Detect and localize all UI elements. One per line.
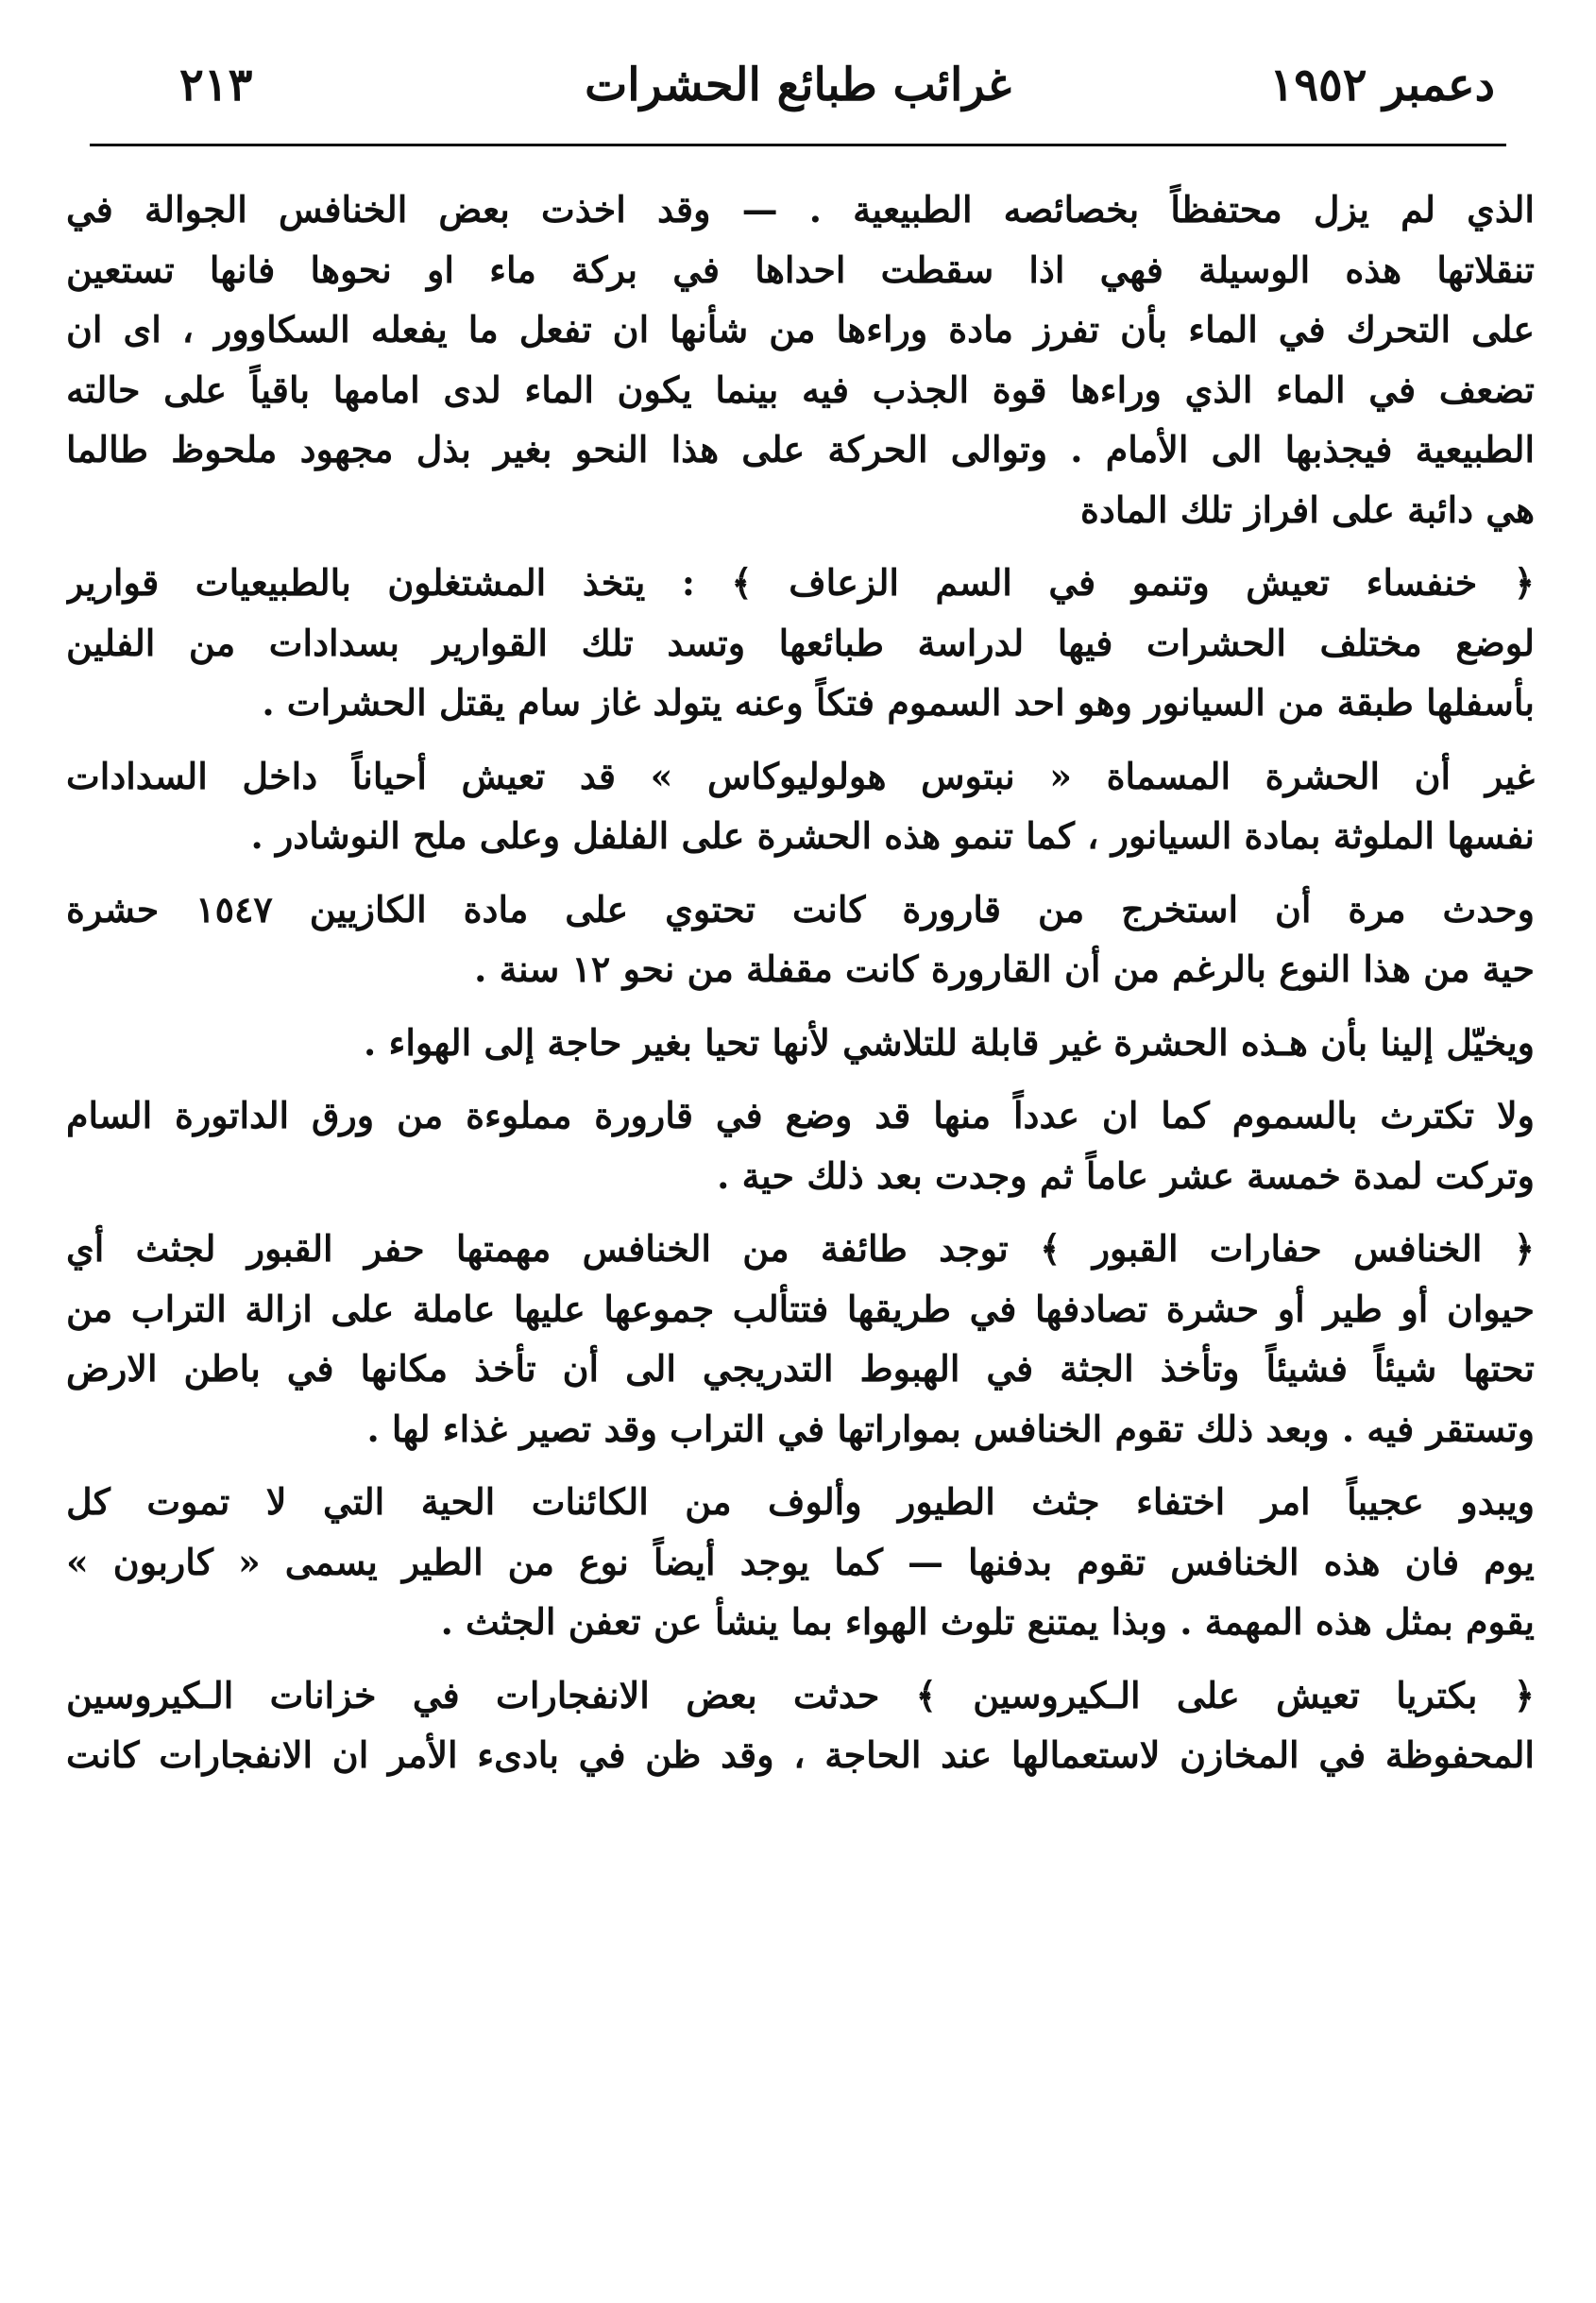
text-line: حية من هذا النوع بالرغم من أن القارورة كانت مقفلة من نحو ١٢ سنة . bbox=[474, 947, 1535, 990]
text-line: نفسها الملوثة بمادة السيانور ، كما تنمو هذه الحشرة على الفلفل وعلى ملح النوشادر . bbox=[250, 814, 1535, 857]
paragraph bbox=[66, 179, 1535, 539]
text-line: وحدث مرة أن استخرج من قارورة كانت تحتوي على مادة الكازيين ١٥٤٧ حشرة bbox=[66, 887, 1535, 930]
header-date: دعمبر ١٩٥٢ bbox=[1269, 59, 1495, 111]
text-line: تحتها شيئاً فشيئاً وتأخذ الجثة في الهبوط التدريجي الى أن تأخذ مكانها في باطن الارض bbox=[66, 1347, 1535, 1390]
text-line: ﴿ خنفساء تعيش وتنمو في السم الزعاف ﴾ : يتخذ المشتغلون بالطبيعيات قوارير bbox=[66, 561, 1535, 604]
paragraph bbox=[66, 1472, 1535, 1652]
paragraph bbox=[66, 879, 1535, 999]
text-line: ولا تكترث بالسموم كما ان عدداً منها قد وضع في قارورة مملوءة من ورق الداتورة السام bbox=[66, 1094, 1535, 1136]
running-header bbox=[90, 59, 1506, 125]
text-line: غير أن الحشرة المسماة « نبتوس هولوليوكاس » قد تعيش أحياناً داخل السدادات bbox=[66, 754, 1535, 797]
paragraph bbox=[66, 1085, 1535, 1205]
text-line: لوضع مختلف الحشرات فيها لدراسة طبائعها وتسد تلك القوارير بسدادات من الفلين bbox=[66, 621, 1535, 664]
paragraph-poison-beetle bbox=[66, 553, 1535, 733]
text-line: ويخيّل إلينا بأن هـذه الحشرة غير قابلة للتلاشي لأنها تحيا بغير حاجة إلى الهواء . bbox=[364, 1020, 1535, 1064]
text-line: على التحرك في الماء بأن تفرز مادة وراءها من شأنها ان تفعل ما يفعله السكاوور ، اى ان bbox=[66, 308, 1535, 350]
text-line: بأسفلها طبقة من السيانور وهو احد السموم فتكاً وعنه يتولد غاز سام يقتل الحشرات . bbox=[262, 681, 1535, 724]
paragraph-burying-beetles bbox=[66, 1219, 1535, 1459]
text-line: ﴿ بكتريا تعيش على الـكيروسين ﴾ حدثت بعض الانفجارات في خزانات الـكيروسين bbox=[66, 1673, 1535, 1716]
header-title: غرائب طبائع الحشرات bbox=[585, 59, 1011, 111]
text-line: المحفوظة في المخازن لاستعمالها عند الحاجة ، وقد ظن في بادىء الأمر ان الانفجارات كانت bbox=[66, 1733, 1535, 1776]
text-line: الذي لم يزل محتفظاً بخصائصه الطبيعية . — وقد اخذت بعض الخنافس الجوالة في bbox=[66, 188, 1535, 230]
text-line: تنقلاتها هذه الوسيلة فهي اذا سقطت احداها في بركة ماء او نحوها فانها تستعين bbox=[66, 247, 1535, 291]
text-line: يقوم بمثل هذه المهمة . وبذا يمتنع تلوث الهواء بما ينشأ عن تعفن الجثث . bbox=[440, 1600, 1535, 1643]
text-line: يوم فان هذه الخنافس تقوم بدفنها — كما يوجد أيضاً نوع من الطير يسمى « كاربون » bbox=[66, 1540, 1535, 1583]
text-line: ﴿ الخنافس حفارات القبور ﴾ توجد طائفة من الخنافس مهمتها حفر القبور لجثث أي bbox=[66, 1227, 1535, 1270]
paragraph-kerosene-bacteria bbox=[66, 1665, 1535, 1785]
text-line: وتركت لمدة خمسة عشر عاماً ثم وجدت بعد ذلك حية . bbox=[717, 1153, 1535, 1197]
header-rule bbox=[90, 144, 1506, 146]
text-line: حيوان أو طير أو حشرة تصادفها في طريقها فتتألب جموعها عليها عاملة على ازالة التراب من bbox=[66, 1287, 1535, 1330]
text-line: الطبيعية فيجذبها الى الأمام . وتوالى الحركة على هذا النحو بغير بذل مجهود ملحوظ طالما bbox=[66, 428, 1535, 470]
text-line: وتستقر فيه . وبعد ذلك تقوم الخنافس بمواراتها في التراب وقد تصير غذاء لها . bbox=[366, 1407, 1535, 1450]
page-number: ٢١٣ bbox=[179, 59, 253, 111]
article-body bbox=[66, 179, 1535, 1799]
paragraph bbox=[66, 746, 1535, 866]
text-line: تضعف في الماء الذي وراءها قوة الجذب فيه بينما يكون الماء لدى امامها باقياً على حالته bbox=[66, 367, 1535, 411]
text-line: هي دائبة على افراز تلك المادة bbox=[1080, 487, 1535, 531]
text-line: ويبدو عجيباً امر اختفاء جثث الطيور وألوف من الكائنات الحية التي لا تموت كل bbox=[66, 1480, 1535, 1523]
paragraph bbox=[66, 1013, 1535, 1073]
